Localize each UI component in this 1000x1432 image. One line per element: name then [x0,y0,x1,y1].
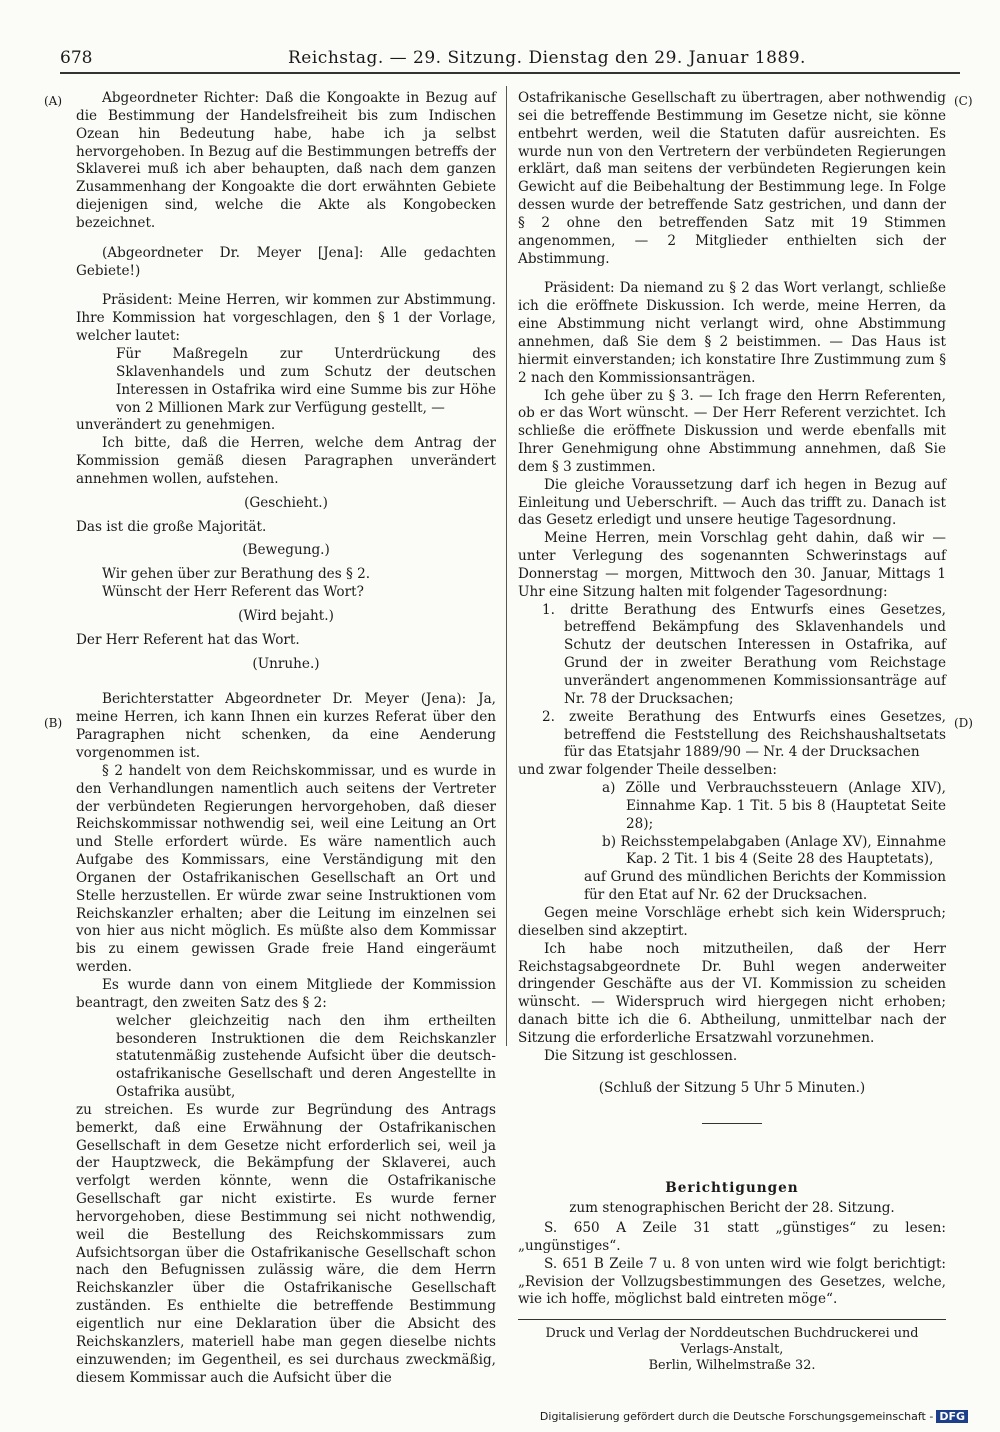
correction-entry: S. 651 B Zeile 7 u. 8 von unten wird wie folgt berichtigt: „Revision der Vollzugsbestimmungen des Gesetzes, welche, wie ich hoffe, möglichst bald eintreten möge“. [518,1255,946,1308]
paragraph: Wünscht der Herr Referent das Wort? [102,584,364,601]
corrections-subtitle: zum stenographischen Bericht der 28. Sitzung. [569,1200,895,1217]
printer-imprint-line: Druck und Verlag der Norddeutschen Buchdruckerei und Verlags-Anstalt, [545,1326,919,1358]
header-rule [60,72,960,74]
paragraph: Die gleiche Voraussetzung darf ich hegen in Bezug auf Einleitung und Ueberschrift. — Auch das trifft zu. Danach ist das Gesetz erledigt und unsere heutige Tagesordnung. [518,476,946,529]
paragraph: und zwar folgender Theile desselben: [518,762,777,779]
paragraph: auf Grund des mündlichen Berichts der Kommission für den Etat auf Nr. 62 der Drucksachen. [584,869,946,904]
paragraph: Die Sitzung ist geschlossen. [544,1047,738,1064]
correction-entry: S. 650 A Zeile 31 statt „günstiges“ zu lesen: „ungünstiges“. [518,1220,946,1254]
quoted-text: Für Maßregeln zur Unterdrückung des Sklavenhandels und zum Schutz der deutschen Interessen in Ostafrika wird eine Summe bis zur Höhe von 2 Millionen Mark zur Verfügung gestellt, — [116,345,496,416]
closing-note: (Schluß der Sitzung 5 Uhr 5 Minuten.) [598,1079,866,1096]
paragraph: Ich bitte, daß die Herren, welche dem Antrag der Kommission gemäß diesen Paragraphen unverändert annehmen wollen, aufstehen. [76,435,496,487]
paragraph: Gegen meine Vorschläge erhebt sich kein Widerspruch; dieselben sind akzeptirt. [518,904,946,939]
printer-imprint-address: Berlin, Wilhelmstraße 32. [648,1358,816,1374]
agenda-sub-item: b) Reichsstempelabgaben (Anlage XV), Einnahme Kap. 2 Tit. 1 bis 4 (Seite 28 des Hauptetats), [602,833,946,868]
digitization-footer [540,1410,968,1423]
page-header [60,46,960,72]
margin-marker-b: (B) [44,716,63,730]
agenda-item: 2. zweite Berathung des Entwurfs eines Gesetzes, betreffend die Feststellung des Reichshaushaltsetats für das Etatsjahr 1889/90 — Nr. 4 der Drucksachen [542,708,946,761]
paragraph: Präsident: Da niemand zu § 2 das Wort verlangt, schließe ich die eröffnete Diskussion. Ich werde, meine Herren, da eine Abstimmung nicht verlangt wird, ohne Abstimmung annehmen, daß Sie dem § 2 beistimmen. — Das Haus ist hiermit einverstanden; ich konstatire Ihre Zustimmung zum § 2 nach den Kommissionsanträgen. [518,280,946,386]
stage-direction: (Unruhe.) [252,655,320,672]
paragraph: unverändert zu genehmigen. [76,417,276,434]
separator-rule [702,1123,762,1124]
paragraph: Das ist die große Majorität. [76,518,267,535]
paragraph: § 2 handelt von dem Reichskommissar, und es wurde in den Verhandlungen namentlich auch seitens der Vertreter der verbündeten Regierungen hervorgehoben, daß dieser Reichskommissar nothwendig sei, weil eine Leitung an Ort und Stelle erfordert würde. Es wäre namentlich auch Aufgabe des Kommissars, eine Verständigung mit den Organen der Ostafrikanischen Gesellschaft an Ort und Stelle herzustellen. Er würde zwar seine Instruktionen vom Reichskanzler erhalten; aber die Leitung im einzelnen sei von hier aus nicht möglich. Es müßte also dem Kommissar bis zu einem gewissen Grade freie Hand eingeräumt werden. [76,762,496,976]
paragraph: Es wurde dann von einem Mitgliede der Kommission beantragt, den zweiten Satz des § 2: [76,976,496,1011]
paragraph: Abgeordneter Richter: Daß die Kongoakte in Bezug auf die Bestimmung der Handelsfreiheit bis zum Indischen Ozean hin Bedeutung habe, habe ich ja selbst hervorgehoben. In Bezug auf die Bestimmungen betreffs der Sklaverei muß ich aber behaupten, daß nach dem ganzen Zusammenhang der Kongoakte die dort erwähnten Gebiete diejenigen sind, welche die Akte als Kongobecken bezeichnet. [76,90,496,231]
paragraph: Meine Herren, mein Vorschlag geht dahin, daß wir — unter Verlegung des sogenannten Schwerinstags auf Donnerstag — morgen, Mittwoch den 30. Januar, Mittags 1 Uhr eine Sitzung halten mit folgender Tagesordnung: [518,530,946,600]
stage-direction: (Wird bejaht.) [238,607,334,624]
corrections-title: Berichtigungen [665,1180,799,1197]
right-column [518,90,946,1374]
running-title: Reichstag. — 29. Sitzung. Dienstag den 29. Januar 1889. [288,48,806,68]
paragraph: zu streichen. Es wurde zur Begründung des Antrags bemerkt, daß eine Erwähnung der Ostafrikanischen Gesellschaft in dem Gesetze nicht erforderlich sei, weil ja der Hauptzweck, die Bekämpfung der Sklaverei, auch verfolgt werden könnte, wenn die Ostafrikanische Gesellschaft gar nicht existirte. Es wurde ferner hervorgehoben, diese Bestimmung sei nicht nothwendig, weil die Bestellung des Reichskommissars zum Aufsichtsorgan über die Ostafrikanische Gesellschaft schon nach den Befugnissen zulässig wäre, die dem Herrn Reichskanzler über die Ostafrikanische Gesellschaft zuständen. Es enthielte die betreffende Bestimmung eigentlich nur eine Deklaration über die Absicht des Reichskanzlers, materiell habe man gegen dieselbe nichts einzuwenden; im Gegentheil, es sei durchaus zweckmäßig, diesem Kommissar auch die Aufsicht über die [76,1101,496,1386]
stage-direction: (Geschieht.) [244,494,328,511]
paragraph: Ostafrikanische Gesellschaft zu übertragen, aber nothwendig sei die betreffende Bestimmung im Gesetze nicht, sie könne entbehrt werden, weil die Statuten dafür ausreichten. Es wurde nun von den Vertretern der verbündeten Regierungen erklärt, daß man seitens der verbündeten Regierungen kein Gewicht auf die Beibehaltung der Bestimmung lege. In Folge dessen wurde der betreffende Satz gestrichen, und dann der § 2 ohne den betreffenden Satz mit 19 Stimmen angenommen, — 2 Mitglieder enthielten sich der Abstimmung. [518,90,946,267]
footer-text: Digitalisierung gefördert durch die Deutsche Forschungsgemeinschaft - [539,1410,934,1423]
agenda-item: 1. dritte Berathung des Entwurfs eines Gesetzes, betreffend Bekämpfung des Sklavenhandels und Schutz der deutschen Interessen in Ostafrika, auf Grund der in zweiter Berathung vom Reichstage unverändert angenommenen Kommissionsanträge auf Nr. 78 der Drucksachen; [542,601,946,707]
imprint-rule [518,1319,946,1320]
paragraph: Berichterstatter Abgeordneter Dr. Meyer (Jena): Ja, meine Herren, ich kann Ihnen ein kurzes Referat über den Paragraphen nicht schenken, da eine Aenderung vorgenommen ist. [76,691,496,761]
paragraph: Der Herr Referent hat das Wort. [76,631,300,648]
margin-marker-d: (D) [954,716,973,730]
agenda-sub-item: a) Zölle und Verbrauchssteuern (Anlage XIV), Einnahme Kap. 1 Tit. 5 bis 8 (Hauptetat Seite 28); [602,780,946,832]
column-divider [506,86,507,1046]
page-number: 678 [60,48,93,68]
margin-marker-a: (A) [44,94,63,108]
left-column [76,90,496,1387]
quoted-text: welcher gleichzeitig nach den ihm ertheilten besonderen Instruktionen die dem Reichskanzler statutenmäßig zustehende Aufsicht über die deutsch-ostafrikanische Gesellschaft und deren Angestellte in Ostafrika ausübt, [116,1012,496,1101]
paragraph: Wir gehen über zur Berathung des § 2. [102,566,371,583]
paragraph: Präsident: Meine Herren, wir kommen zur Abstimmung. Ihre Kommission hat vorgeschlagen, den § 1 der Vorlage, welcher lautet: [76,292,496,345]
stage-direction: (Bewegung.) [242,542,330,559]
margin-marker-c: (C) [954,94,973,108]
paragraph: Ich gehe über zu § 3. — Ich frage den Herrn Referenten, ob er das Wort wünscht. — Der Herr Referent verzichtet. Ich schließe die eröffnete Diskussion und werde ebenfalls mit Ihrer Genehmigung ohne Abstimmung annehmen, daß Sie dem § 3 zustimmen. [518,387,946,475]
interjection: (Abgeordneter Dr. Meyer [Jena]: Alle gedachten Gebiete!) [76,244,496,279]
dfg-logo: DFG [936,1410,968,1423]
paragraph: Ich habe noch mitzutheilen, daß der Herr Reichstagsabgeordnete Dr. Buhl wegen anderweiter dringender Geschäfte aus der VI. Kommission zu scheiden wünscht. — Widerspruch wird hiergegen nicht erhoben; danach bitte ich die 6. Abtheilung, unmittelbar nach der Sitzung die erforderliche Ersatzwahl vorzunehmen. [518,940,946,1046]
